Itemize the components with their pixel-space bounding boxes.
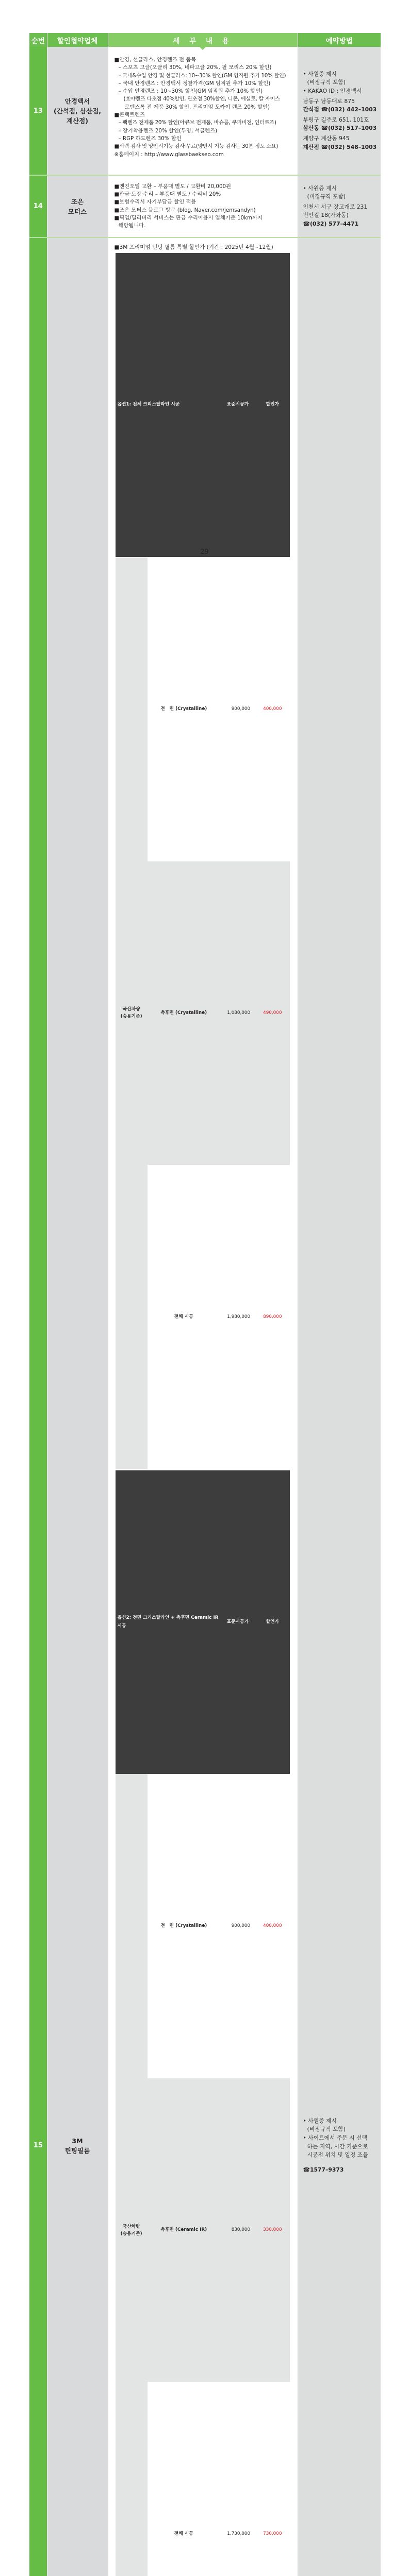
address-line: 인천시 서구 장고개로 231: [303, 203, 368, 210]
discount-partner-table: [29, 33, 381, 2576]
row-number: 15: [29, 238, 47, 2576]
company-line: 계산점): [67, 116, 88, 125]
reserve-line: • 사원증 제시: [303, 184, 337, 192]
detail-line: – RGP 하드렌즈 30% 할인: [118, 135, 182, 142]
table-header-row: [29, 33, 381, 47]
standard-price: 1,980,000: [220, 1165, 255, 1469]
detail-line: 해당됩니다.: [118, 223, 146, 229]
reserve-line: (비정규직 포함): [307, 2126, 346, 2133]
homepage-link[interactable]: ※홈페이지 : http://www.glassbaekseo.com: [114, 151, 224, 158]
reserve-cell: [298, 238, 381, 2576]
reserve-cell: [298, 47, 381, 175]
branch-phone[interactable]: [303, 143, 381, 152]
detail-cell: [108, 47, 298, 175]
reserve-line: 시공점 위치 및 일정 조율: [307, 2151, 368, 2159]
detail-line: ■시력 검사 및 양안시기능 검사 무료(양안시 기능 검사는 30분 정도 소요): [114, 143, 278, 150]
header-reserve: 예약방법: [298, 33, 381, 47]
phone-number: ☎(032) 442–1003: [321, 106, 377, 113]
detail-line: ■엔진오일 교환 – 부품대 별도 / 교환비 20,000원: [114, 183, 231, 190]
detail-line: – 국내&수입 안경 및 선글라스: 10~30% 할인(GM 임직원 추가 10% 할인): [118, 72, 286, 79]
reserve-line: 하는 지역, 시간 기준으로: [307, 2143, 368, 2150]
header-detail-label: 세 부 내 용: [173, 37, 233, 45]
standard-price-label: 표준시공가: [220, 253, 255, 557]
branch-phone[interactable]: [303, 124, 381, 133]
row-number: 13: [29, 47, 47, 175]
table-row: [29, 238, 381, 2576]
reserve-line: • 사원증 제시: [303, 70, 337, 77]
vehicle-type: [116, 557, 148, 1469]
discount-price: 400,000: [255, 1774, 289, 2078]
service-item: 측후면 (Crystalline): [148, 861, 220, 1165]
discount-price: 330,000: [255, 2078, 289, 2382]
reserve-cell: [298, 175, 381, 238]
price-table-option-1: [116, 253, 290, 1469]
discount-price-label: 할인가: [255, 1470, 289, 1774]
discount-price: 730,000: [255, 2382, 289, 2576]
vehicle-type-line: (승용기준): [120, 2231, 142, 2236]
price-table-header: [116, 253, 290, 557]
company-name: [47, 47, 108, 175]
discount-price: 490,000: [255, 861, 289, 1165]
standard-price: 1,730,000: [220, 2382, 255, 2576]
detail-line: – 국내 안경렌즈 : 안경백서 정찰가격(GM 임직원 추가 10% 할인): [118, 80, 271, 87]
reserve-line: • KAKAO ID : 안경백서: [303, 88, 362, 95]
service-item: 전 면 (Crystalline): [148, 1774, 220, 2078]
price-row: [116, 1774, 290, 2078]
header-detail: [108, 33, 298, 47]
vehicle-type-line: 국산차량: [122, 2224, 140, 2229]
company-line: 조은: [71, 197, 84, 206]
company-line: 안경백서: [64, 97, 90, 105]
standard-price: 1,080,000: [220, 861, 255, 1165]
company-line: 모터스: [68, 207, 87, 215]
option-title: 옵션1: 전체 크리스탈라인 시공: [116, 253, 220, 557]
vehicle-type: [116, 1774, 148, 2576]
detail-line: ■판금·도장·수리 – 부품대 별도 / 수리비 20%: [114, 191, 221, 197]
promo-intro: ■3M 프리미엄 틴팅 필름 특별 할인가 (기간 : 2025년 4월~12월): [114, 244, 273, 250]
detail-cell: [108, 175, 298, 238]
detail-cell: [108, 238, 298, 2576]
branch-name: 삼산동: [303, 125, 319, 132]
service-item: 전 면 (Crystalline): [148, 557, 220, 861]
branch-address: 계양구 계산동 945: [303, 134, 350, 142]
branch-name: 간석점: [303, 106, 319, 113]
service-item: 전체 시공: [148, 1165, 220, 1469]
branch-address: 남동구 남동대로 875: [303, 97, 355, 105]
price-table-option-2: [116, 1470, 290, 2576]
service-item: 전체 시공: [148, 2382, 220, 2576]
phone-number: ☎(032) 517–1003: [321, 125, 377, 132]
address-line: 번안길 18(가좌동): [303, 212, 349, 219]
standard-price: 900,000: [220, 1774, 255, 2078]
detail-line: ■콘택트렌즈: [114, 112, 145, 118]
standard-price: 830,000: [220, 2078, 255, 2382]
option-title: 옵션2: 전면 크리스탈라인 + 측후면 Ceramic IR 시공: [116, 1470, 220, 1774]
vehicle-type-line: (승용기준): [120, 1014, 142, 1020]
detail-line: ■안경, 선글라스, 안경렌즈 전 품목: [114, 57, 197, 63]
detail-line: ■보험수리시 자기부담금 할인 적용: [114, 199, 197, 206]
branch-phone[interactable]: [303, 106, 381, 114]
blog-link[interactable]: ■조은 모터스 블로그 방문 (blog. Naver.com/jemsandyn): [114, 207, 256, 213]
branch-name: 계산점: [303, 143, 319, 150]
price-row: [116, 557, 290, 861]
price-table-header: [116, 1470, 290, 1774]
detail-line: – 팩렌즈 전제품 20% 할인(아큐브 전제품, 바슈롬, 쿠퍼비전, 인터로조): [118, 120, 276, 126]
vehicle-type-line: 국산차량: [122, 1007, 140, 1012]
discount-price: 890,000: [255, 1165, 289, 1469]
reserve-line: • 사원증 제시: [303, 2117, 337, 2124]
row-number: 14: [29, 175, 47, 238]
reserve-line: • 사이트에서 주문 시 선택: [303, 2134, 367, 2141]
detail-line: ■픽업/딜리버리 서비스는 판금 수리이용시 업체기준 10km까지: [114, 214, 263, 221]
table-row: [29, 175, 381, 238]
company-line: (간석점, 삼산점,: [53, 107, 101, 115]
detail-line: – 스포츠 고글(오클리 30%, 네파고글 20%, 필 모리스 20% 할인): [118, 64, 272, 71]
phone-number[interactable]: ☎1577–9373: [303, 2166, 344, 2173]
reserve-line: (비정규직 포함): [307, 79, 346, 86]
page-number: 29: [200, 548, 209, 556]
service-item: 측후면 (Ceramic IR): [148, 2078, 220, 2382]
company-line: 3M: [72, 2137, 83, 2145]
standard-price: 900,000: [220, 557, 255, 861]
price-tables: [114, 253, 295, 2576]
standard-price-label: 표준시공가: [220, 1470, 255, 1774]
company-line: 틴팅필름: [64, 2146, 90, 2155]
table-row: [29, 47, 381, 175]
branch-address: 부평구 길주로 651, 101호: [303, 116, 369, 123]
header-no: 순번: [29, 33, 47, 47]
phone-number[interactable]: ☎(032) 577–4471: [303, 220, 359, 227]
header-notch: [200, 47, 206, 50]
reserve-line: (비정규직 포함): [307, 193, 346, 200]
detail-line: – 수입 안경렌즈 : 10~30% 할인(GM 임직원 추가 10% 할인): [118, 88, 263, 95]
page: [29, 33, 381, 2576]
detail-line: – 장기착용렌즈 20% 할인(투명, 서클렌즈): [118, 127, 218, 134]
company-name: [47, 238, 108, 2576]
phone-number: ☎(032) 548–1003: [321, 143, 377, 150]
discount-price-label: 할인가: [255, 253, 289, 557]
detail-line: 로덴스톡 전 제품 30% 할인, 프리미엄 도카이 렌즈 20% 할인): [124, 104, 270, 110]
company-name: [47, 175, 108, 238]
detail-line: (호야렌즈 다초점 40%할인, 단초점 30%할인, 니콘, 에실로, 칼 자이스: [123, 96, 280, 103]
discount-price: 400,000: [255, 557, 289, 861]
header-company: 할인협약업체: [47, 33, 108, 47]
